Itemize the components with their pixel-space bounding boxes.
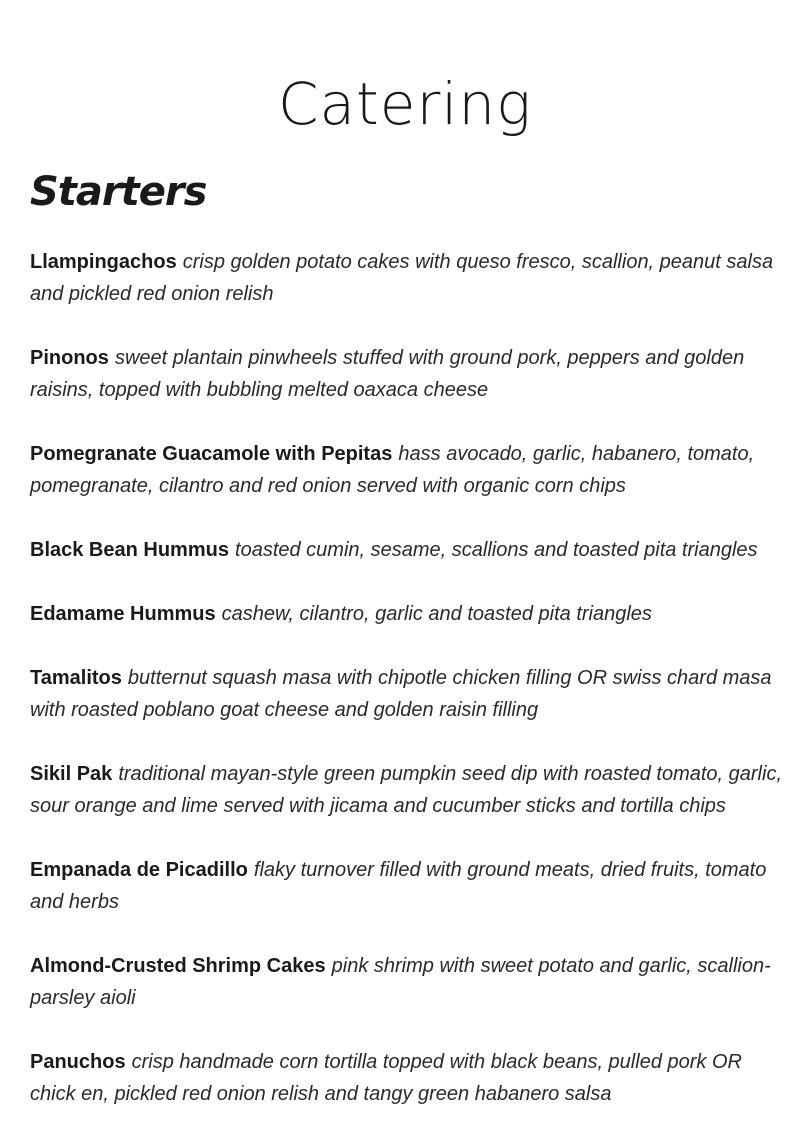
menu-item-description: pink shrimp with sweet potato and garlic, scallion-parsley aioli — [30, 955, 771, 1009]
menu-list — [30, 246, 786, 1142]
page-title: Catering — [278, 70, 532, 138]
menu-item-description: flaky turnover filled with ground meats, dried fruits, tomato and herbs — [30, 859, 767, 913]
menu-item-description: sweet plantain pinwheels stuffed with ground pork, peppers and golden raisins, topped with bubbling melted oaxaca cheese — [30, 347, 745, 401]
menu-item-description: cashew, cilantro, garlic and toasted pita triangles — [221, 603, 652, 625]
menu-item — [30, 1046, 786, 1110]
menu-item — [30, 662, 786, 726]
menu-item-name: Sikil Pak — [30, 763, 113, 785]
menu-item-name: Almond-Crusted Shrimp Cakes — [30, 955, 326, 977]
menu-item-name: Empanada de Picadillo — [30, 859, 248, 881]
menu-item-description: toasted cumin, sesame, scallions and toasted pita triangles — [235, 539, 758, 561]
menu-item — [30, 854, 786, 918]
menu-item-name: Edamame Hummus — [30, 603, 216, 625]
menu-item-description: crisp handmade corn tortilla topped with black beans, pulled pork OR chick en, pickled red onion relish and tangy green habanero salsa — [30, 1051, 742, 1105]
menu-item-name: Tamalitos — [30, 667, 122, 689]
menu-item-description: crisp golden potato cakes with queso fresco, scallion, peanut salsa and pickled red onion relish — [30, 251, 774, 305]
menu-item — [30, 598, 786, 630]
menu-item-description: hass avocado, garlic, habanero, tomato, pomegranate, cilantro and red onion served with organic corn chips — [30, 443, 755, 497]
menu-item — [30, 342, 786, 406]
menu-item-name: Pinonos — [30, 347, 109, 369]
menu-item-name: Black Bean Hummus — [30, 539, 229, 561]
menu-item-name: Pomegranate Guacamole with Pepitas — [30, 443, 393, 465]
menu-item-name: Panuchos — [30, 1051, 126, 1073]
menu-item — [30, 950, 786, 1014]
menu-item — [30, 534, 786, 566]
section-heading-starters: Starters — [30, 169, 207, 215]
menu-item-description: butternut squash masa with chipotle chicken filling OR swiss chard masa with roasted poblano goat cheese and golden raisin filling — [30, 667, 772, 721]
menu-item — [30, 438, 786, 502]
menu-item — [30, 758, 786, 822]
menu-item-name: Llampingachos — [30, 251, 177, 273]
menu-item — [30, 246, 786, 310]
menu-item-description: traditional mayan-style green pumpkin seed dip with roasted tomato, garlic, sour orange and lime served with jicama and cucumber sticks and tortilla chips — [30, 763, 782, 817]
